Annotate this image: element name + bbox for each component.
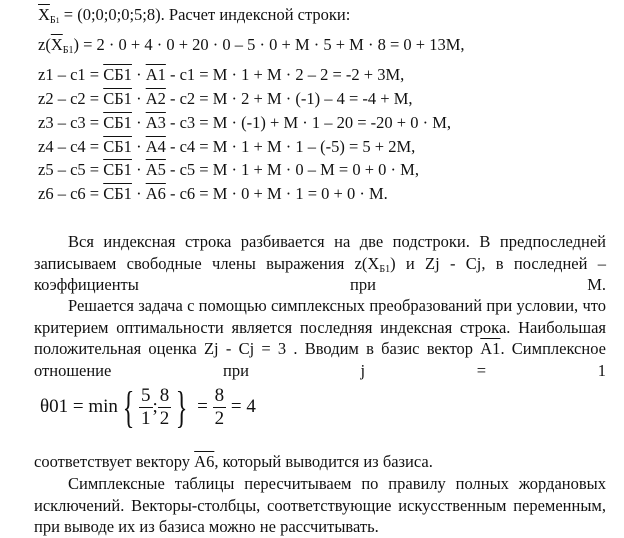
paragraph-index-split	[34, 231, 606, 296]
frac2-den: 2	[159, 408, 170, 430]
frac3-den: 2	[214, 408, 225, 430]
eq-lhs: z3 – c3 =	[38, 113, 104, 132]
right-brace: }	[176, 382, 188, 432]
para1-z-sub: Б1	[379, 263, 391, 275]
eq-cb-vector: CБ1	[103, 184, 132, 203]
equation-row	[38, 137, 415, 157]
eq-rest: - c5 = M · 1 + M · 0 – M = 0 + 0 · M,	[165, 160, 419, 179]
eq-a-vector: A3	[145, 113, 166, 132]
eq-dot: ·	[131, 137, 146, 156]
para1-text-1: Вся индексная строка разбивается на две подстроки. В предпоследней записываем свободные члены выражения	[34, 232, 606, 273]
eq-dot: ·	[131, 113, 146, 132]
fraction-5-1	[139, 385, 153, 430]
eq-rest: - c1 = M · 1 + M · 2 – 2 = -2 + 3M,	[165, 65, 405, 84]
equation-row	[38, 160, 419, 180]
eq-cb-vector: CБ1	[103, 160, 132, 179]
basis-subscript: Б	[49, 15, 56, 26]
eq-a-vector: A1	[145, 65, 166, 84]
leaving-text-1: соответствует вектору	[34, 452, 195, 471]
frac3-num: 8	[214, 385, 225, 407]
para2-text-1: Решается задача с помощью симплексных преобразований при условии, что критерием оптимальности является последняя индексная строка. Наибольшая положительная оценка Zj - Cj = 3 . Вводим в базис вектор	[34, 296, 606, 358]
vector-x-basis: $\overline{X}$	[38, 5, 50, 24]
para1-text-2: ) и Zj - Cj, в последней – коэффициенты при M.	[34, 253, 606, 294]
leaving-vector-line	[34, 452, 433, 472]
z-expression: ) = 2 · 0 + 4 · 0 + 20 · 0 – 5 · 0 + M · 5 + M · 8 = 0 + 13M,	[73, 35, 465, 54]
theta-result: = 4	[226, 396, 256, 417]
z-prefix: z(	[38, 35, 51, 54]
theta-lhs: θ01 = min	[40, 396, 118, 417]
eq-lhs: z2 – c2 =	[38, 89, 104, 108]
eq-cb-vector: CБ1	[103, 65, 132, 84]
frac1-num: 5	[141, 385, 151, 407]
eq-rest: - c3 = M · (-1) + M · 1 – 20 = -20 + 0 · M,	[165, 113, 451, 132]
eq-cb-vector: CБ1	[103, 113, 132, 132]
eq-lhs: z6 – c6 =	[38, 184, 104, 203]
fraction-result	[213, 385, 227, 430]
vector-a1: A1	[480, 339, 501, 358]
vector-a6: A6	[194, 452, 215, 471]
equation-row	[38, 113, 451, 133]
eq-a-vector: A5	[145, 160, 166, 179]
eq-rest: - c6 = M · 0 + M · 1 = 0 + 0 · M.	[165, 184, 388, 203]
equation-row	[38, 65, 404, 85]
basis-vector-line	[38, 5, 350, 25]
paragraph-jordan: Симплексные таблицы пересчитываем по правилу полных жордановых исключений. Векторы-столбцы, соответствующие искусственным переменным, при выводе их из базиса можно не рассчитывать.	[34, 474, 606, 536]
eq-lhs: z1 – c1 =	[38, 65, 104, 84]
paragraph-simplex	[34, 295, 606, 381]
leaving-text-2: , который выводится из базиса.	[214, 452, 433, 471]
left-brace: {	[122, 382, 135, 432]
basis-subscript-index: 1	[55, 16, 60, 25]
z-subscript: Б1	[62, 45, 74, 56]
basis-vector-value: = (0;0;0;0;5;8).	[59, 5, 165, 24]
frac-separator: ;	[152, 396, 158, 417]
equation-row	[38, 89, 413, 109]
eq-a-vector: A2	[145, 89, 166, 108]
eq-dot: ·	[131, 89, 146, 108]
eq-a-vector: A4	[145, 137, 166, 156]
index-row-caption: Расчет индексной строки:	[168, 5, 351, 24]
frac1-den: 1	[141, 408, 151, 430]
frac2-num: 8	[159, 385, 170, 407]
eq-rest: - c4 = M · 1 + M · 1 – (-5) = 5 + 2M,	[165, 137, 416, 156]
eq-cb-vector: CБ1	[103, 89, 132, 108]
theta-equals: =	[192, 396, 213, 417]
eq-a-vector: A6	[145, 184, 166, 203]
eq-lhs: z4 – c4 =	[38, 137, 104, 156]
theta-formula	[40, 377, 256, 437]
eq-dot: ·	[131, 184, 146, 203]
eq-dot: ·	[131, 160, 146, 179]
para2-text-2: . Симплексное отношение при j = 1	[34, 339, 606, 380]
eq-dot: ·	[131, 65, 146, 84]
z-value-line	[38, 35, 465, 55]
para1-z-expr: z(X	[354, 253, 380, 273]
eq-lhs: z5 – c5 =	[38, 160, 104, 179]
equation-row	[38, 184, 388, 204]
fraction-8-2	[158, 385, 172, 430]
vector-x: $\overline{X}$	[50, 35, 63, 54]
eq-cb-vector: CБ1	[103, 137, 132, 156]
eq-rest: - c2 = M · 2 + M · (-1) – 4 = -4 + M,	[165, 89, 413, 108]
